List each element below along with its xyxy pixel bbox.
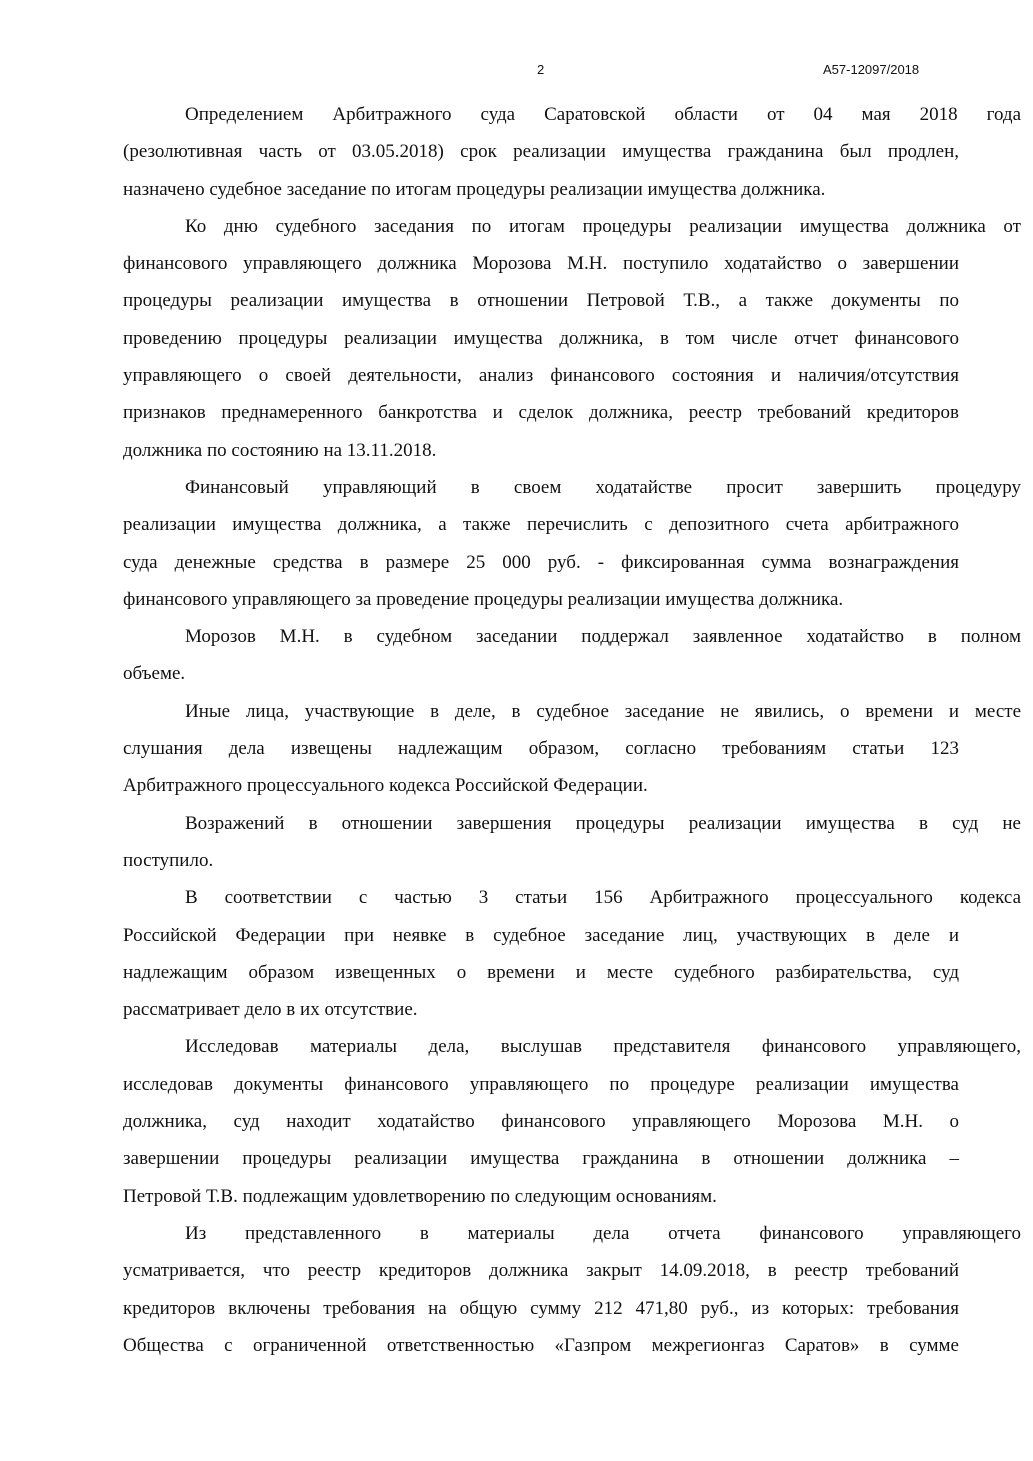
text-line: рассматривает дело в их отсутствие. [123, 999, 418, 1021]
text-line: объеме. [123, 663, 186, 685]
text-line: признаков преднамеренного банкротства и сделок должника, реестр требований кредиторов [123, 402, 959, 424]
text-line: Из представленного в материалы дела отчета финансового управляющего [185, 1222, 1021, 1244]
paragraph [123, 805, 1021, 880]
text-line: поступило. [123, 849, 214, 871]
text-line: проведению процедуры реализации имущества должника, в том числе отчет финансового [123, 327, 959, 349]
text-line: (резолютивная часть от 03.05.2018) срок реализации имущества гражданина был продлен, [123, 141, 959, 163]
text-line: Российской Федерации при неявке в судебное заседание лиц, участвующих в деле и [123, 924, 959, 946]
text-line: финансового управляющего за проведение процедуры реализации имущества должника. [123, 588, 844, 610]
text-line: должника по состоянию на 13.11.2018. [123, 439, 437, 461]
paragraph [123, 1215, 1021, 1364]
text-line: надлежащим образом извещенных о времени и месте судебного разбирательства, суд [123, 961, 959, 983]
text-line: Иные лица, участвующие в деле, в судебное заседание не явились, о времени и месте [185, 700, 1021, 722]
paragraph [123, 96, 1021, 208]
text-line: Морозов М.Н. в судебном заседании поддержал заявленное ходатайство в полном [185, 626, 1021, 648]
text-line: управляющего о своей деятельности, анализ финансового состояния и наличия/отсутствия [123, 365, 959, 387]
paragraph [123, 469, 1021, 618]
text-line: Арбитражного процессуального кодекса Российской Федерации. [123, 775, 648, 797]
paragraph [123, 693, 1021, 805]
text-line: назначено судебное заседание по итогам процедуры реализации имущества должника. [123, 178, 826, 200]
text-line: должника, суд находит ходатайство финансового управляющего Морозова М.Н. о [123, 1111, 959, 1133]
text-line: финансового управляющего должника Морозова М.Н. поступило ходатайство о завершении [123, 253, 959, 275]
text-line: завершении процедуры реализации имущества гражданина в отношении должника – [123, 1148, 959, 1170]
paragraph [123, 208, 1021, 469]
paragraph [123, 1028, 1021, 1214]
document-body [123, 96, 1021, 1364]
text-line: Финансовый управляющий в своем ходатайстве просит завершить процедуру [185, 476, 1021, 498]
text-line: кредиторов включены требования на общую сумму 212 471,80 руб., из которых: требования [123, 1297, 959, 1319]
text-line: исследовав документы финансового управляющего по процедуре реализации имущества [123, 1073, 959, 1095]
case-number: А57-12097/2018 [823, 62, 920, 77]
text-line: Исследовав материалы дела, выслушав представителя финансового управляющего, [185, 1036, 1021, 1058]
text-line: Ко дню судебного заседания по итогам процедуры реализации имущества должника от [185, 215, 1021, 237]
text-line: Определением Арбитражного суда Саратовской области от 04 мая 2018 года [185, 104, 1021, 125]
text-line: усматривается, что реестр кредиторов должника закрыт 14.09.2018, в реестр требований [123, 1260, 959, 1282]
text-line: Петровой Т.В. подлежащим удовлетворению по следующим основаниям. [123, 1185, 717, 1207]
text-line: процедуры реализации имущества в отношении Петровой Т.В., а также документы по [123, 290, 959, 312]
page-number: 2 [537, 62, 545, 77]
text-line: Общества с ограниченной ответственностью «Газпром межрегионгаз Саратов» в сумме [123, 1334, 959, 1356]
text-line: В соответствии с частью 3 статьи 156 Арбитражного процессуального кодекса [185, 887, 1021, 909]
text-line: слушания дела извещены надлежащим образом, согласно требованиям статьи 123 [123, 738, 959, 760]
text-line: реализации имущества должника, а также перечислить с депозитного счета арбитражного [123, 514, 959, 536]
text-line: суда денежные средства в размере 25 000 руб. - фиксированная сумма вознаграждения [123, 551, 959, 573]
paragraph [123, 618, 1021, 693]
text-line: Возражений в отношении завершения процедуры реализации имущества в суд не [185, 812, 1021, 834]
paragraph [123, 879, 1021, 1028]
